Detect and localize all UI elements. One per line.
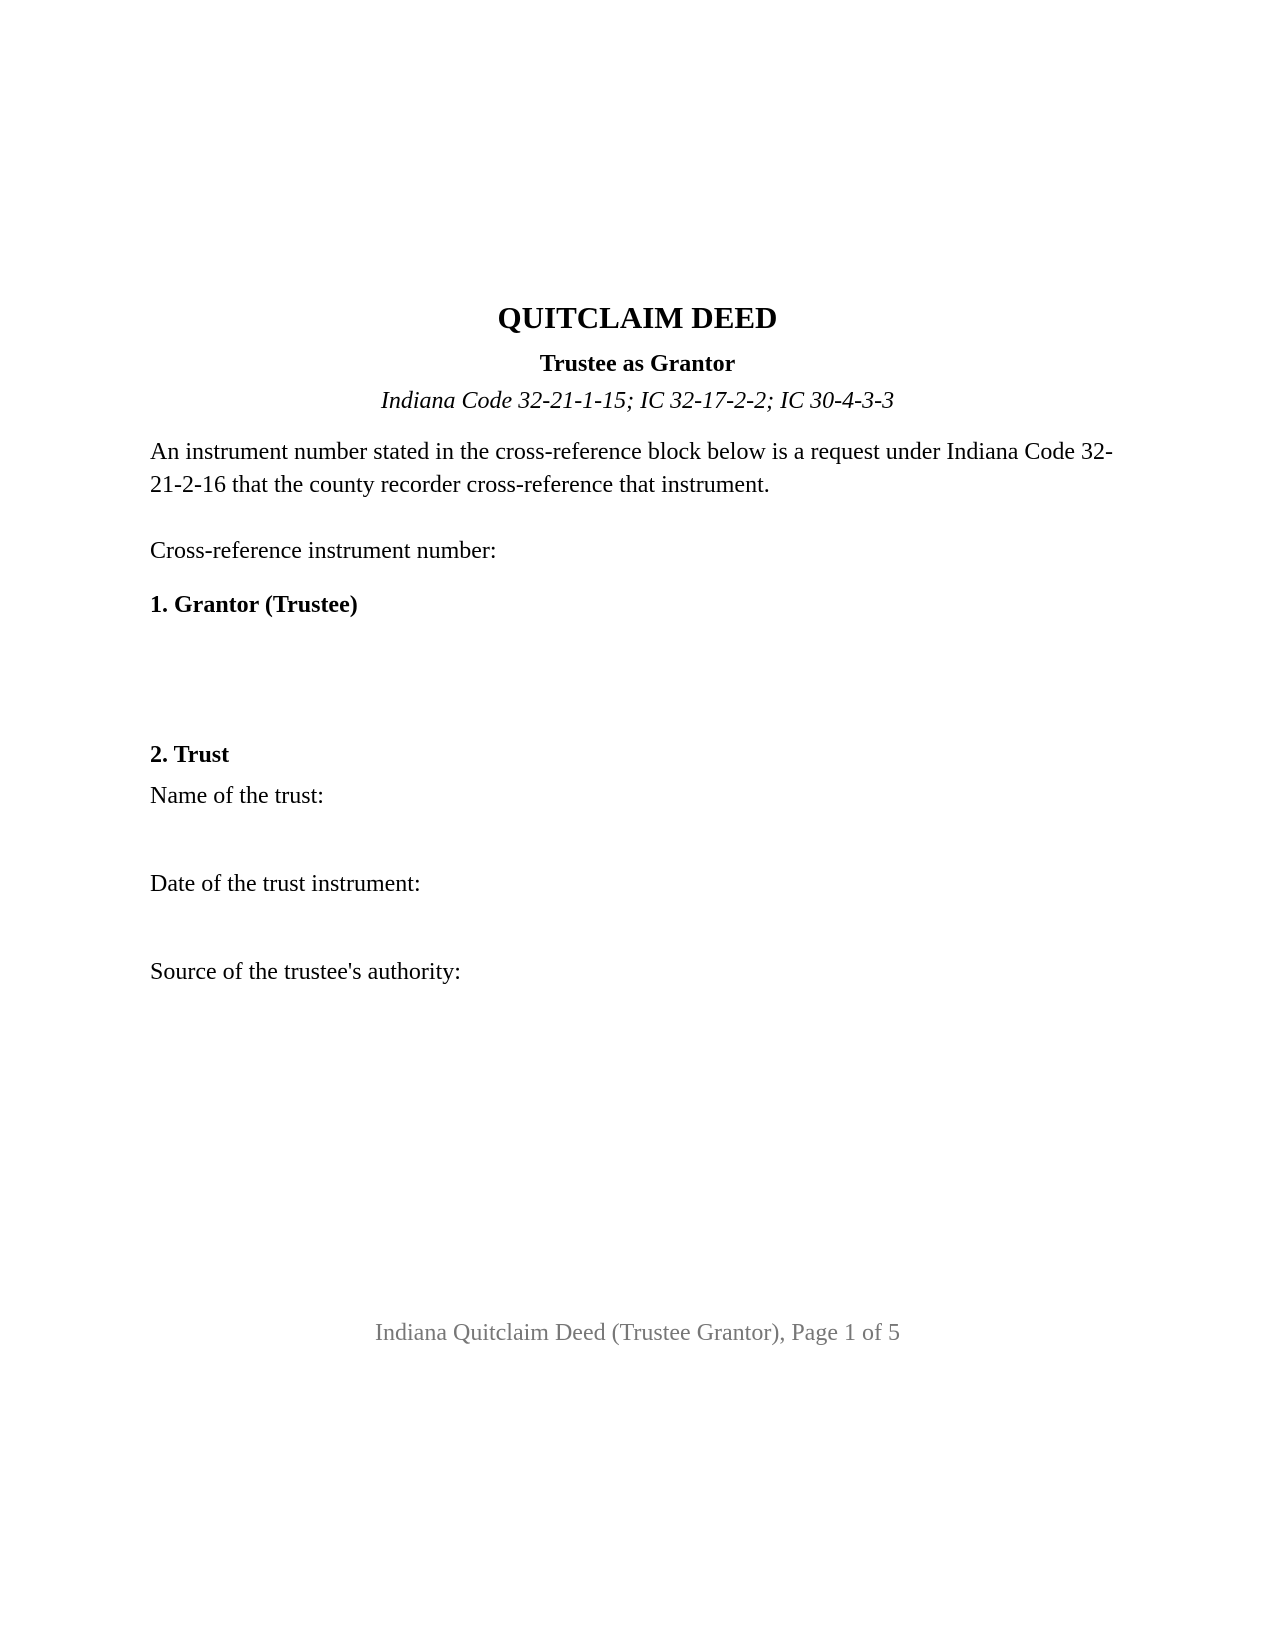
cross-reference-notice: An instrument number stated in the cross-reference block below is a request under Indiana Code 32-21-2-16 that the county recorder cross-reference that instrument. <box>150 439 1114 498</box>
trustee-authority-label: Source of the trustee's authority: <box>150 959 461 985</box>
document-subtitle: Trustee as Grantor <box>539 351 736 377</box>
statute-citation: Indiana Code 32-21-1-15; IC 32-17-2-2; IC 30-4-3-3 <box>380 388 895 414</box>
section-heading-trust: 2. Trust <box>150 742 230 768</box>
section-heading-grantor: 1. Grantor (Trustee) <box>150 592 358 618</box>
trust-name-label: Name of the trust: <box>150 783 324 809</box>
trust-date-label: Date of the trust instrument: <box>150 871 421 897</box>
document-title: QUITCLAIM DEED <box>497 300 778 335</box>
page-footer: Indiana Quitclaim Deed (Trustee Grantor), Page 1 of 5 <box>375 1320 900 1346</box>
cross-reference-instrument-label: Cross-reference instrument number: <box>150 538 497 564</box>
